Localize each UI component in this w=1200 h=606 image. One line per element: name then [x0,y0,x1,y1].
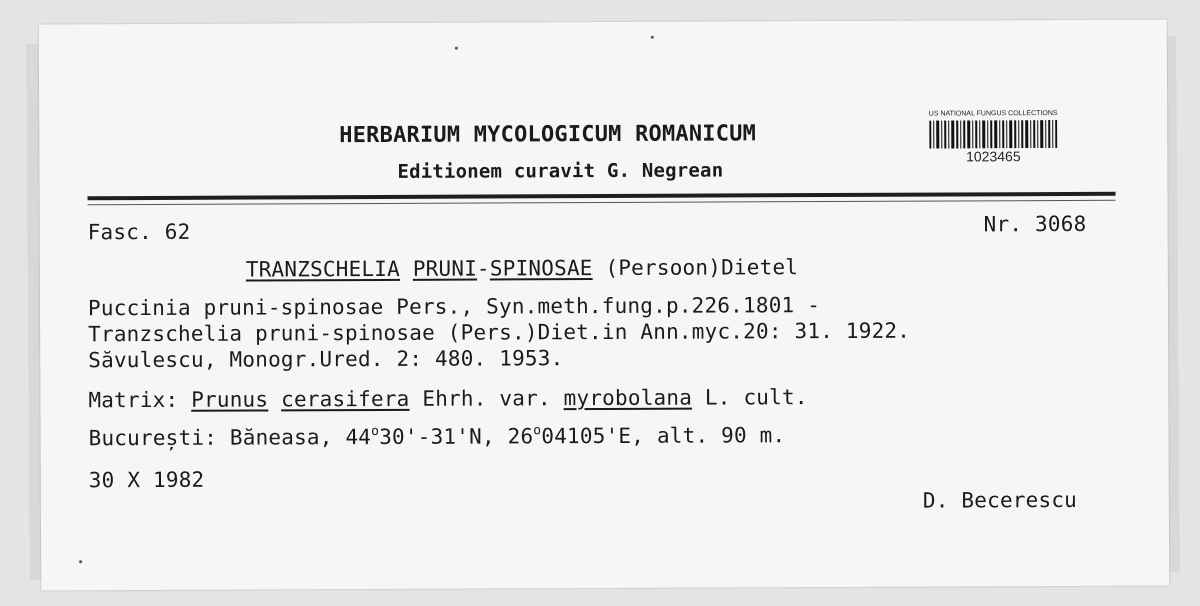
paper-speck [455,47,458,50]
herbarium-label-card [39,20,1169,591]
taxon-authority: (Persoon)Dietel [605,255,799,280]
matrix-species: cerasifera [281,386,410,412]
taxon-genus: TRANZSCHELIA [245,256,401,282]
paper-speck [651,36,654,39]
collector-name: D. Becerescu [922,487,1078,513]
barcode-icon [929,120,1057,149]
fascicle-number: Fasc. 62 [87,219,191,245]
matrix-line [88,385,807,412]
barcode-number: 1023465 [966,148,1021,165]
barcode-caption: US NATIONAL FUNGUS COLLECTIONS [928,110,1058,118]
header-divider-thin [88,200,1116,205]
locality-place: București: Băneasa, 44 [88,425,372,451]
matrix-variety: myrobolana [563,385,693,411]
header-subtitle: Editionem curavit G. Negrean [397,159,724,183]
collection-date: 30 X 1982 [88,467,205,493]
locality-rest: 04105'E, alt. 90 m. [541,423,786,449]
locality-line [89,423,786,450]
barcode-label [923,110,1063,173]
degree-mark-1: o [371,423,380,440]
taxon-epithet-part1: PRUNI [412,256,478,281]
degree-mark-2: o [533,423,542,439]
header-title: HERBARIUM MYCOLOGICUM ROMANICUM [339,121,757,149]
taxon-epithet-part2: SPINOSAE [489,256,593,281]
matrix-genus: Prunus [191,387,269,412]
synonym-line-1: Puccinia pruni-spinosae Pers., Syn.meth.fung.p.226.1801 - [87,293,821,321]
taxon-hyphen: - [476,256,490,281]
synonym-line-2: Tranzschelia pruni-spinosae (Pers.)Diet.in Ann.myc.20: 31. 1922. [88,318,911,347]
matrix-suffix: L. cult. [704,385,808,410]
matrix-middle: Ehrh. var. [422,386,551,411]
header-divider-thick [88,192,1116,200]
synonym-line-3: Săvulescu, Monogr.Ured. 2: 480. 1953. [88,346,564,373]
specimen-number: Nr. 3068 [983,211,1087,237]
paper-speck [79,560,82,563]
matrix-prefix: Matrix: [88,387,179,413]
taxon-name [246,255,798,281]
locality-latitude: 30'-31'N, 26 [379,424,534,449]
